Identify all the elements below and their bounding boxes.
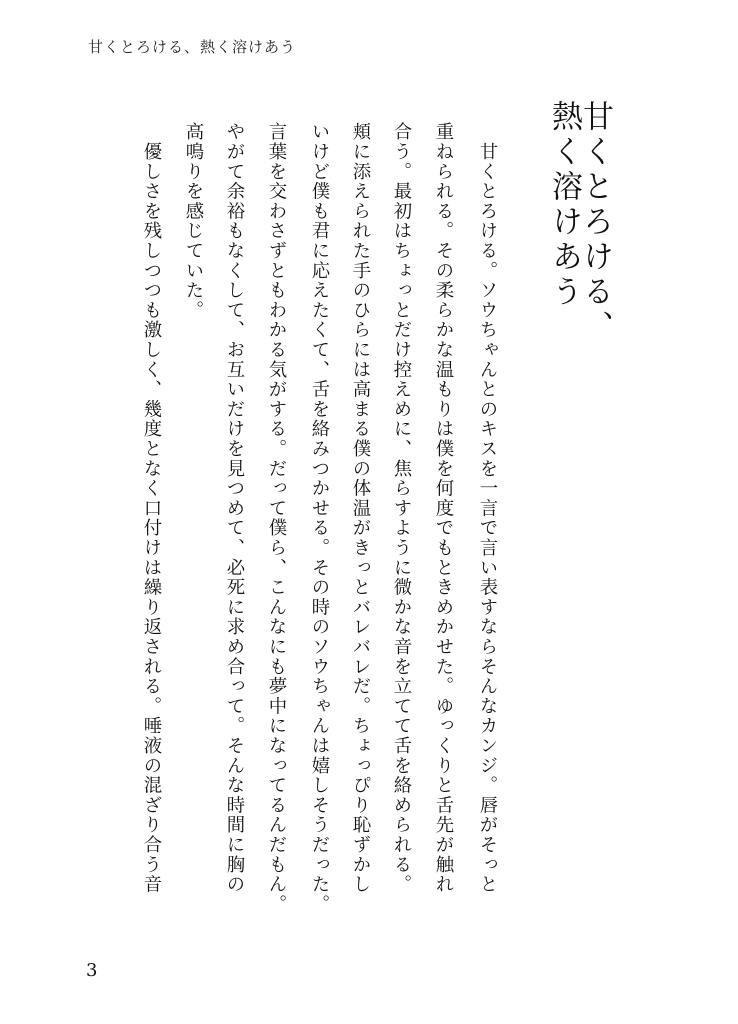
- body-text-line: 言葉を交わさずともわかる気がする。だって僕ら、こんなにも夢中になってるんだもん。: [266, 122, 287, 914]
- chapter-title: [546, 100, 613, 480]
- running-header-title: 甘くとろける、熱く溶けあう: [88, 38, 297, 56]
- body-text-line: 高鳴りを感じていた。: [183, 122, 204, 320]
- chapter-title-line-1: 甘くとろける、: [577, 100, 613, 345]
- body-text-line: 頬に添えられた手のひらには高まる僕の体温がきっとバレバレだ。ちょっぴり恥ずかし: [350, 122, 371, 895]
- body-text-line: やがて余裕もなくして、お互いだけを見つめて、必死に求め合って。そんな時間に胸の: [224, 122, 245, 895]
- body-text-line: 合う。最初はちょっとだけ控えめに、焦らすように微かな音を立てて舌を絡められる。: [391, 122, 412, 895]
- chapter-title-line-2: 熱く溶けあう: [546, 100, 582, 310]
- body-text-line: 甘くとろける。ソウちゃんとのキスを一言で言い表すならそんなカンジ。唇がそっと: [477, 122, 498, 895]
- body-text-line: 優しさを残しつつも激しく、幾度となく口付けは繰り返される。唾液の混ざり合う音: [141, 122, 162, 895]
- body-text-line: 重ねられる。その柔らかな温もりは僕を何度でもときめかせた。ゆっくりと舌先が触れ: [433, 122, 454, 895]
- page-number: 3: [86, 960, 98, 981]
- body-text-line: いけど僕も君に応えたくて、舌を絡みつかせる。その時のソウちゃんは嬉しそうだった。: [309, 122, 330, 914]
